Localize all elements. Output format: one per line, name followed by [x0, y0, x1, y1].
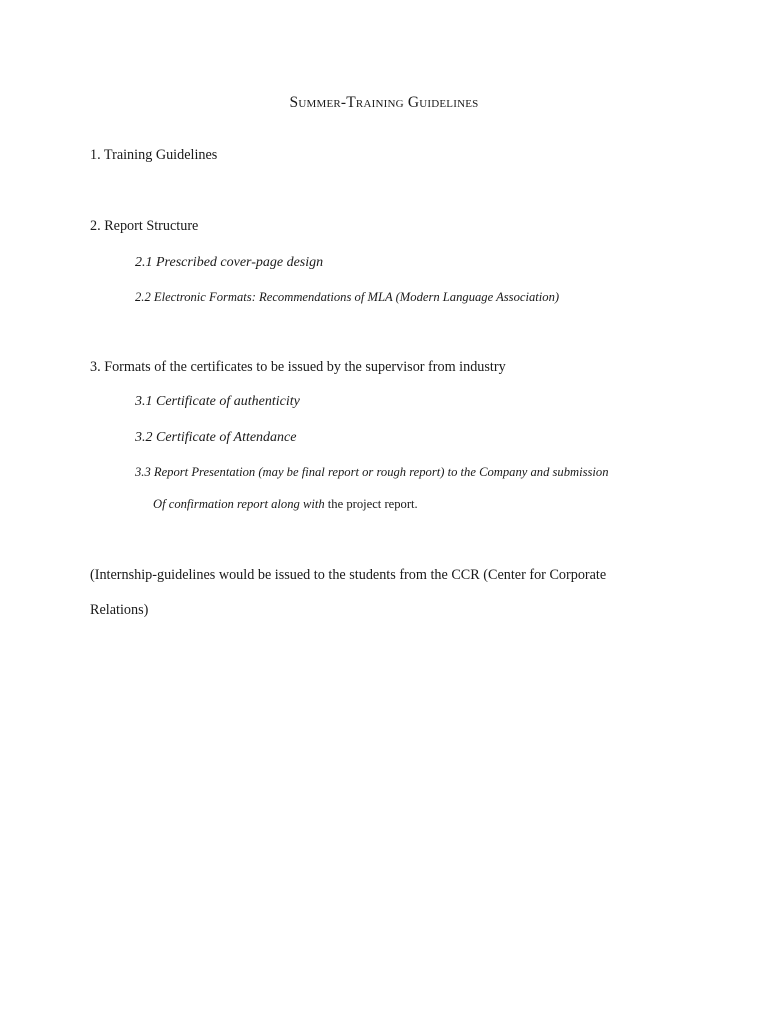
- continuation-plain-text: the project report.: [324, 497, 418, 511]
- continuation-italic-text: Of confirmation report along with: [153, 497, 325, 511]
- list-item-cover-page-design: 2.1 Prescribed cover-page design: [135, 255, 324, 270]
- list-item-electronic-formats: 2.2 Electronic Formats: Recommendations of MLA (Modern Language Association): [135, 290, 560, 304]
- list-item-certificate-attendance: 3.2 Certificate of Attendance: [135, 430, 297, 445]
- list-item-report-presentation-continuation: [153, 497, 418, 512]
- internship-note-line-2: Relations): [90, 602, 149, 618]
- section-heading-training-guidelines: 1. Training Guidelines: [90, 147, 218, 163]
- section-heading-certificate-formats: 3. Formats of the certificates to be issued by the supervisor from industry: [90, 359, 506, 375]
- list-item-report-presentation: 3.3 Report Presentation (may be final report or rough report) to the Company and submission: [135, 465, 609, 479]
- list-item-certificate-authenticity: 3.1 Certificate of authenticity: [135, 394, 300, 409]
- document-title: Summer-Training Guidelines: [289, 94, 479, 111]
- section-heading-report-structure: 2. Report Structure: [90, 218, 199, 234]
- internship-note-line-1: (Internship-guidelines would be issued to the students from the CCR (Center for Corporate: [90, 567, 607, 583]
